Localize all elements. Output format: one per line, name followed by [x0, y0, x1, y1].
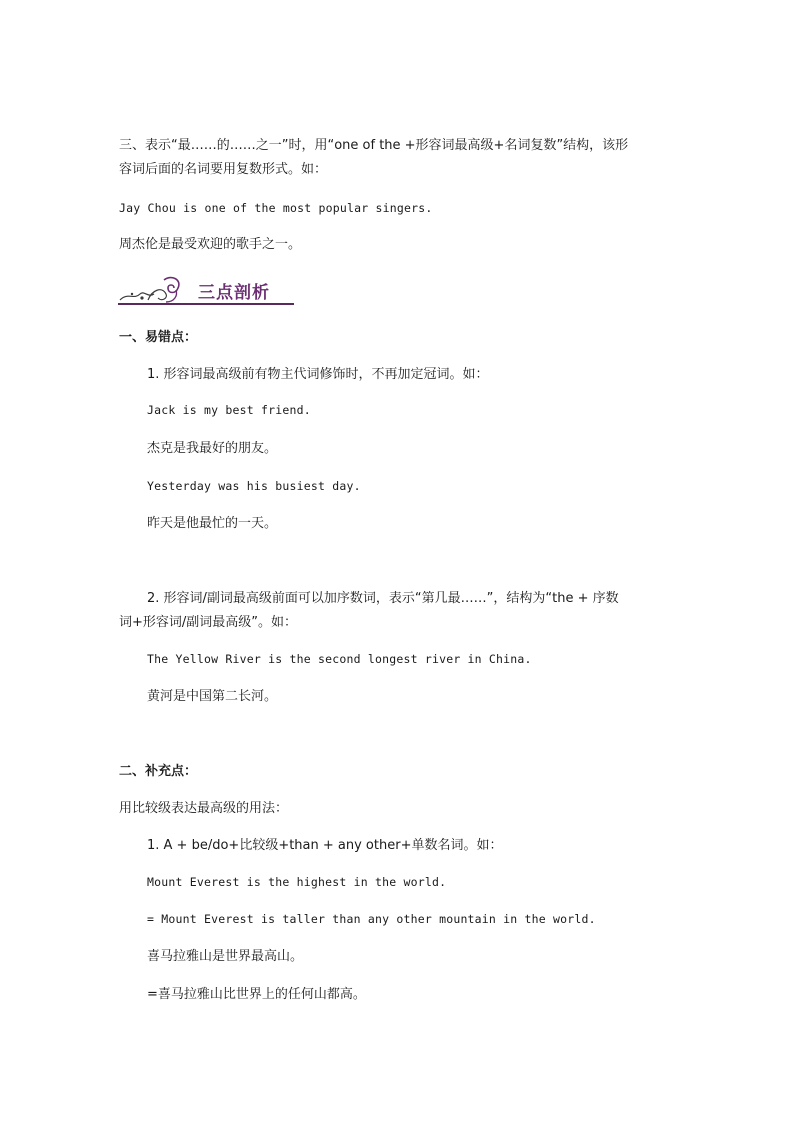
intro-example-en: Jay Chou is one of the most popular singers.: [119, 201, 433, 215]
part2-title: 二、补充点：: [119, 764, 198, 779]
section-heading: [118, 272, 298, 308]
part1-rule-2-line-2: 词+形容词/副词最高级”。如：: [119, 615, 298, 630]
part1-rule-1: 1. 形容词最高级前有物主代词修饰时，不再加定冠词。如：: [147, 367, 489, 382]
part1-rule-2-line-1: 2. 形容词/副词最高级前面可以加序数词，表示“第几最……”，结构为“the + 序数: [147, 591, 619, 606]
part2-example-1-zh: 喜马拉雅山是世界最高山。: [147, 949, 304, 964]
part1-example-3-en: The Yellow River is the second longest river in China.: [147, 652, 532, 666]
heading-underline: [118, 303, 294, 305]
part2-example-2-en: = Mount Everest is taller than any other mountain in the world.: [147, 912, 596, 926]
part1-example-2-zh: 昨天是他最忙的一天。: [147, 516, 278, 531]
part1-example-1-en: Jack is my best friend.: [147, 403, 311, 417]
part2-rule-1: 1. A + be/do+比较级+than + any other+单数名词。如：: [147, 838, 503, 853]
part2-example-2-zh: =喜马拉雅山比世界上的任何山都高。: [147, 987, 366, 1002]
ornament-icon: [118, 272, 198, 304]
intro-example-zh: 周杰伦是最受欢迎的歌手之一。: [119, 237, 302, 252]
part1-example-2-en: Yesterday was his busiest day.: [147, 479, 361, 493]
part1-title: 一、易错点：: [119, 330, 198, 345]
part2-subtitle: 用比较级表达最高级的用法：: [119, 801, 289, 816]
intro-line-1: 三、表示“最……的……之一”时，用“one of the +形容词最高级+名词复数”结构，该形: [119, 138, 629, 153]
part2-example-1-en: Mount Everest is the highest in the world.: [147, 875, 447, 889]
part1-example-1-zh: 杰克是我最好的朋友。: [147, 441, 278, 456]
intro-line-2: 容词后面的名词要用复数形式。如：: [119, 162, 328, 177]
part1-example-3-zh: 黄河是中国第二长河。: [147, 689, 278, 704]
section-heading-text: 三点剖析: [198, 283, 270, 303]
